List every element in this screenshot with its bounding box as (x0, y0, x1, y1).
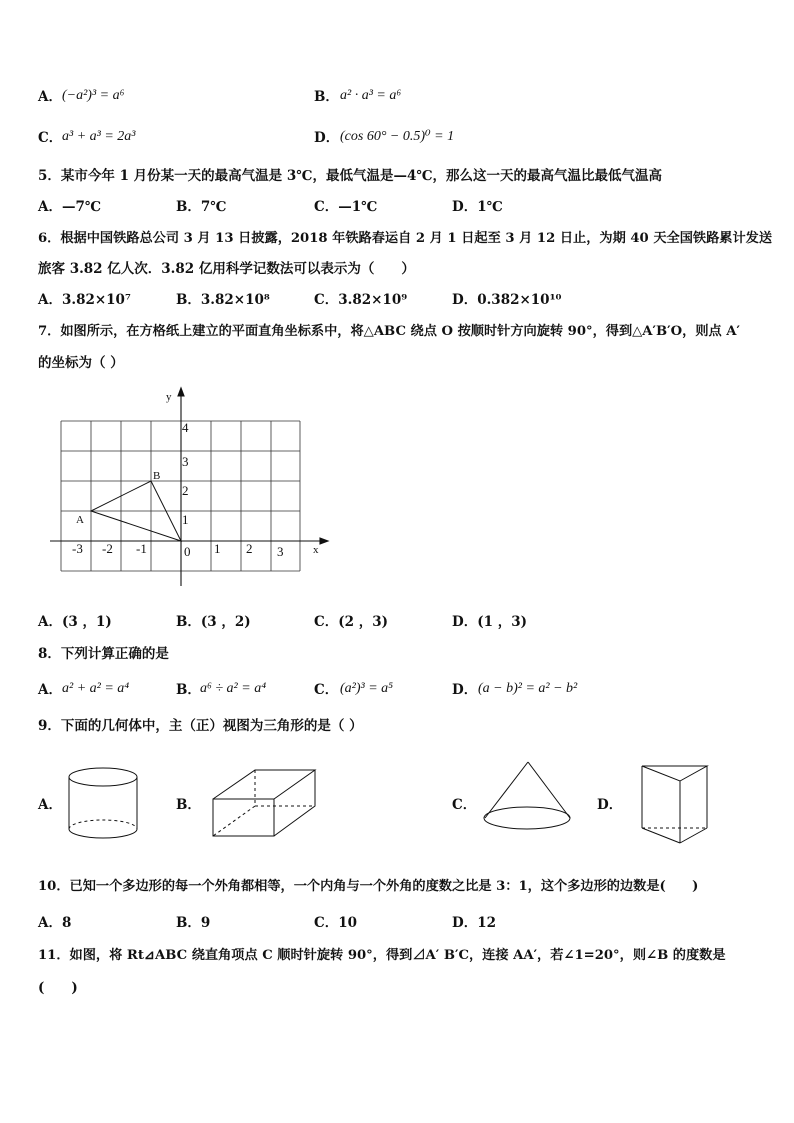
q4-option-b-label: B． (314, 89, 339, 105)
q7-origin-label: 0 (184, 544, 191, 559)
q11-stem: 11．如图，将 Rt⊿ABC 绕直角项点 C 顺时针旋转 90°，得到⊿A′ B′C，连接 AA′，若∠1=20°，则∠B 的度数是 (38, 948, 726, 963)
q6-stem-line1: 6．根据中国铁路总公司 3 月 13 日披露，2018 年铁路春运自 2 月 1 日起至 3 月 12 日止，为期 40 天全国铁路累计发送 (38, 231, 773, 246)
q8-stem: 8．下列计算正确的是 (38, 646, 169, 662)
q10-option-a: A．8 (38, 915, 72, 931)
q7-option-a: A．(3 ，1) (38, 614, 112, 630)
q5-option-a: A．—7℃ (38, 199, 102, 215)
q5-stem: 5．某市今年 1 月份某一天的最高气温是 3℃，最低气温是—4℃，那么这一天的最高气温比最低气温高 (38, 168, 663, 184)
q8-option-b-label: B． (176, 682, 201, 698)
q10-stem: 10．已知一个多边形的每一个外角都相等，一个内角与一个外角的度数之比是 3：1，这个多边形的边数是( ) (38, 879, 699, 894)
q7-option-b: B．(3 ，2) (176, 614, 251, 630)
q10-option-c: C．10 (314, 915, 358, 931)
q6-option-c: C．3.82×10⁹ (314, 292, 408, 308)
cone-icon (484, 762, 570, 829)
q10-option-b: B．9 (176, 915, 211, 931)
q7-x-label: x (313, 544, 319, 556)
q8-option-c-expr: (a²)³ = a⁵ (340, 681, 394, 696)
q7-y-tick-3: 3 (182, 454, 189, 469)
q11-answer-paren: ( ) (38, 980, 78, 996)
q7-y-tick-2: 2 (182, 483, 189, 498)
q4-option-d-label: D． (314, 130, 340, 146)
q8-option-d-expr: (a − b)² = a² − b² (478, 681, 578, 696)
q7-point-a-label: A (76, 514, 84, 526)
q7-x-tick-3: 3 (277, 544, 284, 559)
q7-x-tick-2: 2 (246, 541, 253, 556)
q8-option-d-label: D． (452, 682, 478, 698)
q7-point-b-label: B (153, 470, 161, 482)
q7-stem-line2: 的坐标为（ ） (38, 355, 124, 371)
q7-option-c: C．(2 ，3) (314, 614, 389, 630)
q6-option-a: A．3.82×10⁷ (38, 292, 131, 308)
q8-option-a-label: A． (38, 682, 62, 698)
triangular-prism-icon (642, 766, 707, 843)
q5-option-c: C．—1℃ (314, 199, 378, 215)
q9-option-c-label: C． (452, 797, 477, 813)
q6-option-b: B．3.82×10⁸ (176, 292, 270, 308)
q8-option-a-expr: a² + a² = a⁴ (62, 681, 130, 696)
q7-y-tick-4: 4 (182, 420, 189, 435)
q5-option-d: D．1℃ (452, 199, 503, 215)
q7-stem-line1: 7．如图所示，在方格纸上建立的平面直角坐标系中，将△ABC 绕点 O 按顺时针方向旋转 90°，得到△A′B′O，则点 A′ (38, 324, 740, 339)
q7-x-tick-neg2: -2 (102, 541, 113, 556)
q10-option-d: D．12 (452, 915, 496, 931)
q9-option-a-label: A． (38, 797, 62, 813)
q4-option-a-label: A． (38, 89, 62, 105)
q9-option-d-label: D． (597, 797, 623, 813)
q4-option-b-expr: a² · a³ = a⁶ (340, 88, 402, 103)
cylinder-icon (69, 768, 137, 838)
q7-x-tick-1: 1 (214, 541, 221, 556)
q8-option-b-expr: a⁶ ÷ a² = a⁴ (200, 681, 267, 696)
q7-y-tick-1: 1 (182, 512, 189, 527)
q4-option-c-expr: a³ + a³ = 2a³ (62, 129, 136, 144)
q8-option-c-label: C． (314, 682, 339, 698)
q6-stem-line2: 旅客 3.82 亿人次．3.82 亿用科学记数法可以表示为（ ） (38, 261, 415, 277)
q9-stem: 9．下面的几何体中，主（正）视图为三角形的是（ ） (38, 718, 363, 734)
q4-option-a-expr: (−a²)³ = a⁶ (62, 88, 125, 103)
q4-option-d-expr: (cos 60° − 0.5)⁰ = 1 (340, 129, 455, 144)
q6-option-d: D．0.382×10¹⁰ (452, 292, 562, 308)
q7-x-tick-neg1: -1 (136, 541, 147, 556)
cuboid-icon (213, 770, 315, 836)
q7-option-d: D．(1 ，3) (452, 614, 527, 630)
q7-x-tick-neg3: -3 (72, 541, 83, 556)
q5-option-b: B．7℃ (176, 199, 227, 215)
q7-y-label: y (166, 391, 172, 403)
q9-option-b-label: B． (176, 797, 201, 813)
q4-option-c-label: C． (38, 130, 63, 146)
